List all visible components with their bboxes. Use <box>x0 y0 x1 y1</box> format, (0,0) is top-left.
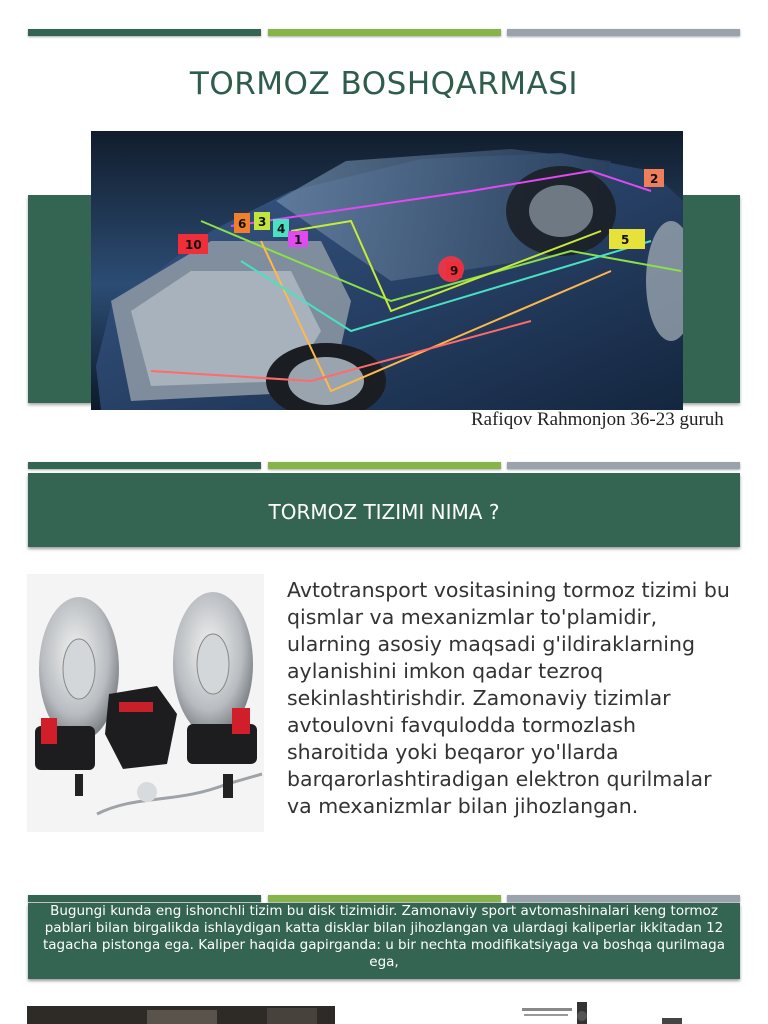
brake-kit-image <box>27 574 264 832</box>
accent-bar-light <box>268 29 501 36</box>
bottom-diagram-right-svg <box>522 1002 687 1024</box>
disk-system-paragraph: Bugungi kunda eng ishonchli tizim bu disk tizimidir. Zamonaviy sport avtomashinalari keng tormoz pablari bilan birgalikda ishlaydigan katta disklar bilan jihozlangan va ulardagi kaliperlar ikkitadan 12 tagacha pistonga ega. Kaliper haqida gapirganda: u bir nechta modifikatsiyaga va boshqa qurilmaga ega, <box>28 903 740 979</box>
car-diagram-svg <box>91 131 683 410</box>
section-heading: TORMOZ TIZIMI NIMA ? <box>28 473 740 547</box>
accent-bar-dark-2 <box>28 462 261 469</box>
accent-bar-grey-2 <box>507 462 740 469</box>
accent-bar-light-2 <box>268 462 501 469</box>
diagram-label-10: 10 <box>185 238 202 252</box>
accent-bar-dark-3 <box>28 895 261 902</box>
left-hub <box>63 639 95 699</box>
diagram-label-2: 2 <box>650 172 659 186</box>
diagram-label-9: 9 <box>450 264 459 278</box>
car-brake-diagram-image <box>91 131 683 410</box>
left-reservoir <box>41 718 57 744</box>
bolt-2 <box>75 774 83 796</box>
bottom-photo-left <box>27 1006 335 1024</box>
intro-paragraph: Avtotransport vositasining tormoz tizimi bu qismlar va mexanizmlar to'plamidir, ularning asosiy maqsadi g'ildiraklarning aylanishini imkon qadar tezroq sekinlashtirishdir. Zamonaviy tizimlar avtoulovni favqulodda tormozlash sharoitida yoki beqaror yo'llarda barqarorlashtiradigan elektron qurilmalar va mexanizmlar bilan jihozlangan. <box>287 578 730 818</box>
rear-rim <box>529 185 593 237</box>
bottom-diagram-right <box>522 1002 687 1024</box>
author-line: Rafiqov Rahmonjon 36-23 guruh <box>471 409 724 430</box>
diagram-label-5: 5 <box>621 233 630 247</box>
bottom-photo-left-svg <box>27 1006 335 1024</box>
accent-bar-dark <box>28 29 261 36</box>
accent-bar-light-3 <box>268 895 501 902</box>
diagram-label-3: 3 <box>258 215 267 229</box>
diagram-label-6: 6 <box>238 217 247 231</box>
brake-kit-svg <box>27 574 264 832</box>
right-reservoir <box>232 708 250 734</box>
accent-bar-grey <box>507 29 740 36</box>
slide-title: TORMOZ BOSHQARMASI <box>189 66 579 102</box>
diagram-label-1: 1 <box>294 233 303 247</box>
fitting <box>137 782 157 802</box>
right-hub <box>197 634 229 694</box>
diagram-label-4: 4 <box>277 222 286 236</box>
bolt <box>223 774 233 798</box>
accent-bar-grey-3 <box>507 895 740 902</box>
caliper-badge <box>119 702 153 712</box>
